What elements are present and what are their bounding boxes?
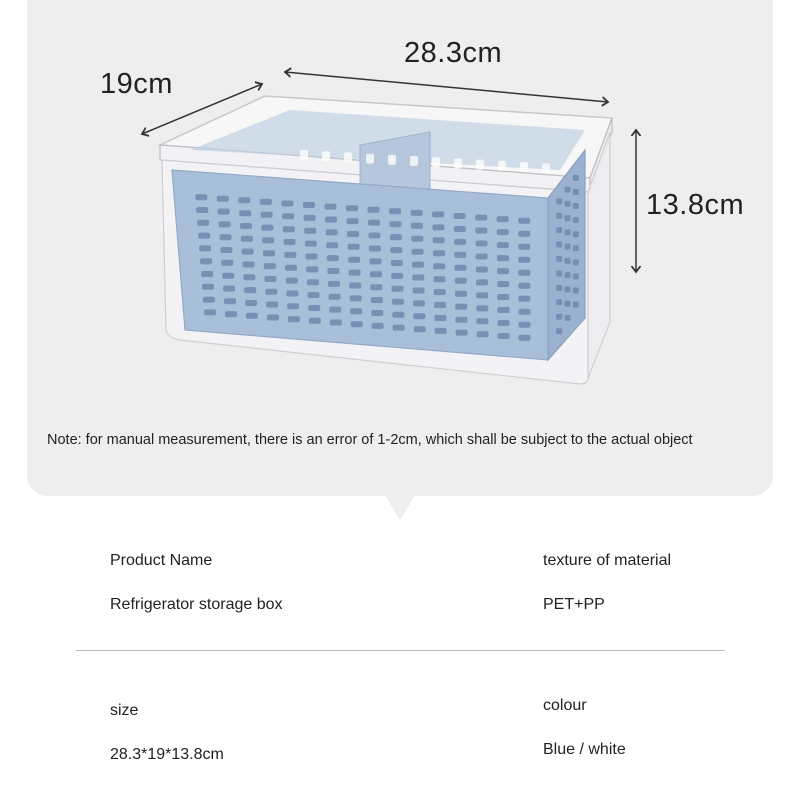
width-dimension-label: 28.3cm <box>404 37 503 69</box>
product-name-label: Product Name <box>110 552 213 569</box>
colour-value: Blue / white <box>543 741 626 758</box>
material-label: texture of material <box>543 552 672 569</box>
size-label: size <box>110 702 139 719</box>
width-arrow <box>285 72 608 102</box>
depth-dimension-label: 19cm <box>100 68 173 100</box>
size-value: 28.3*19*13.8cm <box>110 746 224 763</box>
product-name-value: Refrigerator storage box <box>110 596 283 613</box>
colour-label: colour <box>543 697 587 714</box>
height-dimension-label: 13.8cm <box>646 189 745 221</box>
material-value: PET+PP <box>543 596 605 613</box>
measurement-note: Note: for manual measurement, there is an error of 1-2cm, which shall be subject to the actual object <box>47 432 693 448</box>
spec-divider <box>76 650 725 651</box>
